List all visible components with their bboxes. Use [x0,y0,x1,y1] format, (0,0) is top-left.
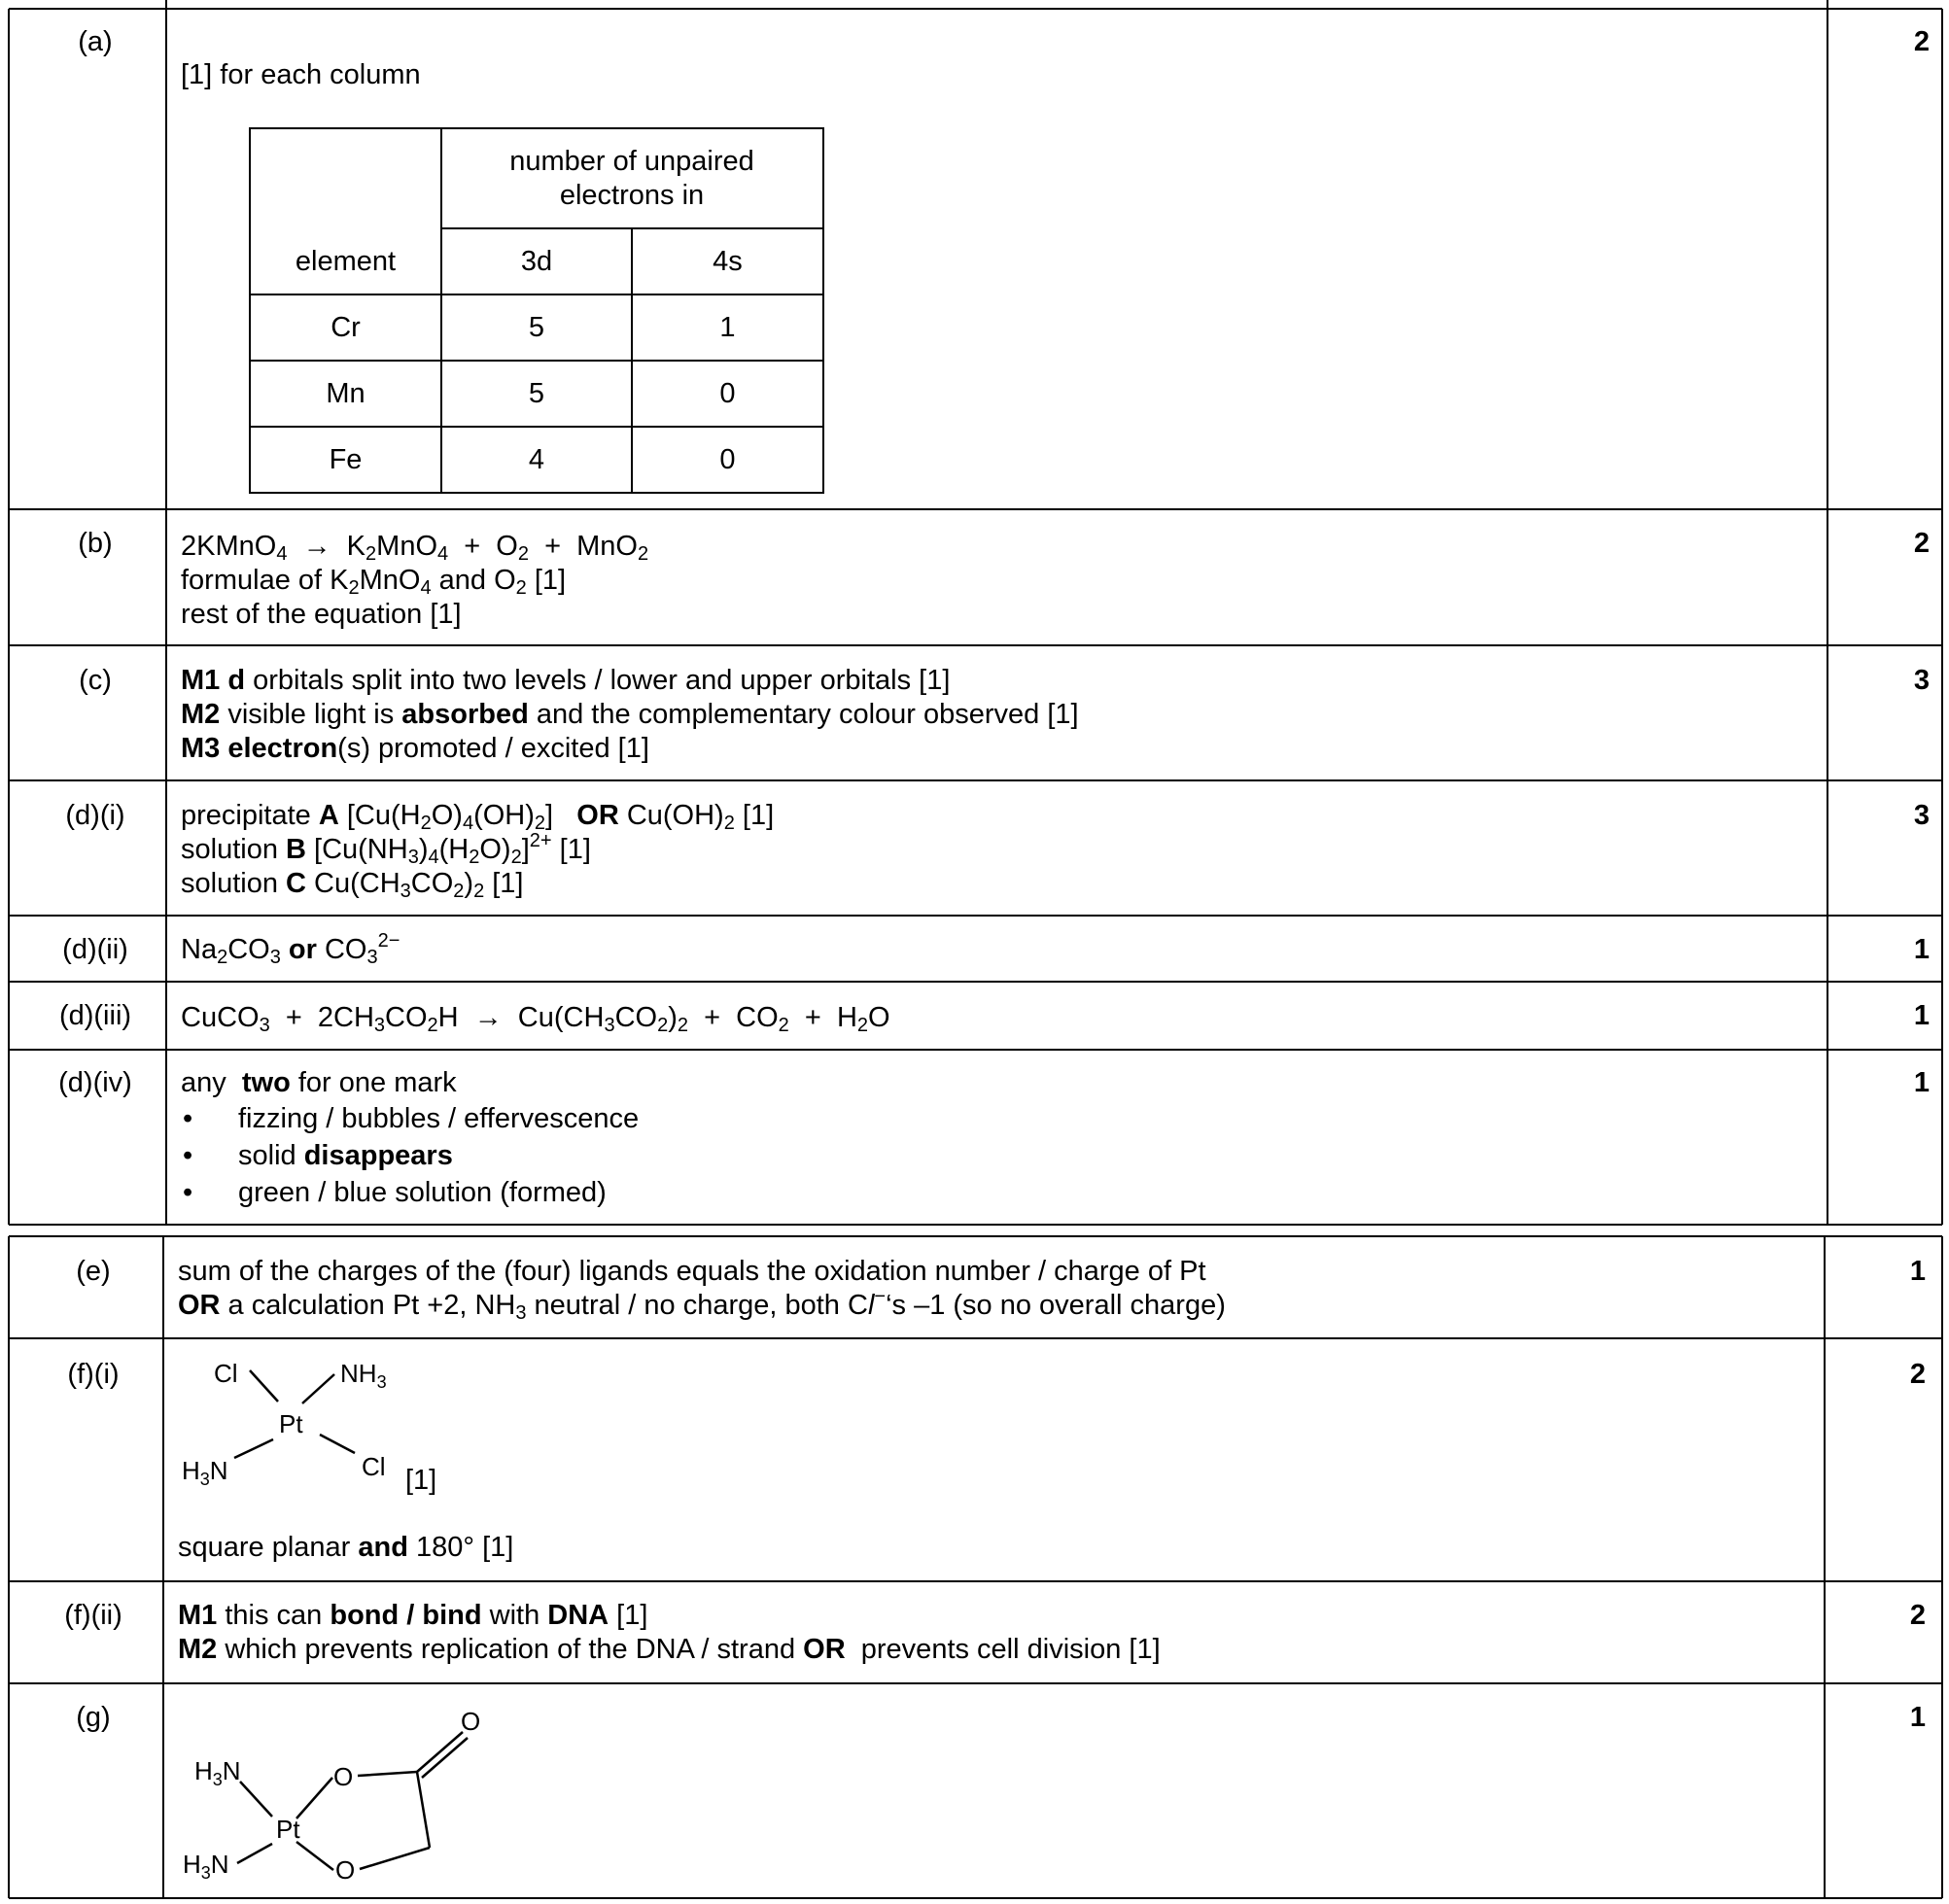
marks: 2 [1913,528,1930,559]
answer-text: solution B $[Cu(NH_3)_4(H_2O)_2]^{2+}$ [1] [181,830,591,868]
table-cell: 0 [719,378,736,409]
structure-mark: [1] [405,1465,437,1496]
marks: 2 [1909,1359,1926,1390]
bullet-text-plain: solid [238,1140,296,1171]
bullet-text: fizzing / bubbles / effervescence [238,1103,640,1134]
marks: 1 [1913,934,1930,965]
equation: 2KMnO$_4$ → $K_2MnO_4 + O_2 + MnO_2$ [181,531,649,565]
marks: 1 [1913,1000,1930,1031]
bullet: • [183,1140,193,1171]
table-header-3d: 3d [520,246,553,277]
svg-text:H3N: $H_3N$ [194,1756,241,1789]
svg-text:NH3: $NH_3$ [340,1359,387,1392]
table-cell: Cr [331,312,361,343]
question-label: (g) [76,1702,111,1733]
bullet: • [183,1177,193,1208]
bullet-text-bold: disappears [303,1140,453,1171]
answer-text: precipitate A $[Cu(H_2O)_4(OH)_2]$ OR $Cu(OH)_2$ [1] [181,800,775,834]
bullet-text [238,1139,453,1173]
answer-text: formulae of $K_2MnO_4$ and $O_2$ [1] [181,565,567,599]
platinum-complex-structure [175,1696,505,1890]
svg-text:Cl: Cl [214,1359,238,1388]
equation: CuCO$_3$ + $2CH_3CO_2H \to Cu(CH_3CO_2)_2 + CO_2 + H_2O$ [181,1002,890,1036]
answer-text: M2 which prevents replication of the DNA / strand OR prevents cell division [1] [178,1634,1161,1665]
marks: 1 [1909,1702,1926,1733]
answer-text: sum of the charges of the (four) ligands equals the oxidation number / charge of Pt [178,1256,1206,1287]
marks: 1 [1909,1256,1926,1287]
question-label: (d)(i) [65,800,125,831]
answer-text: square planar and 180° [1] [178,1532,514,1563]
table-cell: 0 [719,444,736,475]
table-header-electrons: number of unpaired electrons in [509,146,754,211]
svg-text:O: O [335,1855,356,1885]
question-label: (e) [76,1256,111,1287]
answer-text: M2 visible light is absorbed and the complementary colour observed [1] [181,699,1079,730]
svg-text:O: O [333,1762,354,1791]
marks: 3 [1913,800,1930,831]
answer-text: M1 d orbitals split into two levels / lower and upper orbitals [1] [181,665,951,696]
bullet: • [183,1103,193,1134]
question-label: (c) [79,665,112,696]
marks: 3 [1913,665,1930,696]
answer-text: M1 this can bond / bind with DNA [1] [178,1600,648,1631]
table-cell: 4 [528,444,545,475]
table-cell: 5 [528,312,545,343]
question-label: (f)(ii) [64,1600,122,1631]
marks: 1 [1913,1067,1930,1098]
svg-text:Pt: Pt [279,1409,303,1438]
answer-text: solution C $Cu(CH_3CO_2)_2$ [1] [181,868,524,902]
answer-text: rest of the equation [1] [181,599,462,630]
table-header-4s: 4s [713,246,743,277]
question-label: (a) [78,26,113,57]
svg-text:O: O [461,1707,481,1736]
answer-text: M3 electron(s) promoted / excited [1] [181,733,649,764]
marks: 2 [1913,26,1930,57]
question-label: (d)(iv) [58,1067,132,1098]
bullet-text: green / blue solution (formed) [238,1177,607,1208]
svg-text:Cl: Cl [362,1452,386,1481]
question-label: (b) [78,528,113,559]
table-cell: 5 [528,378,545,409]
table-cell: 1 [719,312,736,343]
svg-text:H3N: $H_3N$ [182,1456,228,1489]
svg-text:Pt: Pt [276,1815,300,1844]
answer-text: $Na_2CO_3$ or $CO_3^{2-}$ [181,930,400,968]
table-cell: Fe [329,444,363,475]
svg-text:H3N: $H_3N$ [183,1850,229,1883]
table-header-element: element [295,246,397,277]
answer-text: any two for one mark [181,1067,457,1098]
question-label: (d)(iii) [58,1000,132,1031]
answer-text: [1] for each column [181,59,421,90]
answer-text: OR a calculation Pt +2, $NH_3$ neutral / no charge, both Cl−‘s –1 (so no overall charge) [178,1286,1226,1324]
question-label: (d)(ii) [62,934,128,965]
question-label: (f)(i) [67,1359,120,1390]
marks: 2 [1909,1600,1926,1631]
table-cell: Mn [326,378,365,409]
